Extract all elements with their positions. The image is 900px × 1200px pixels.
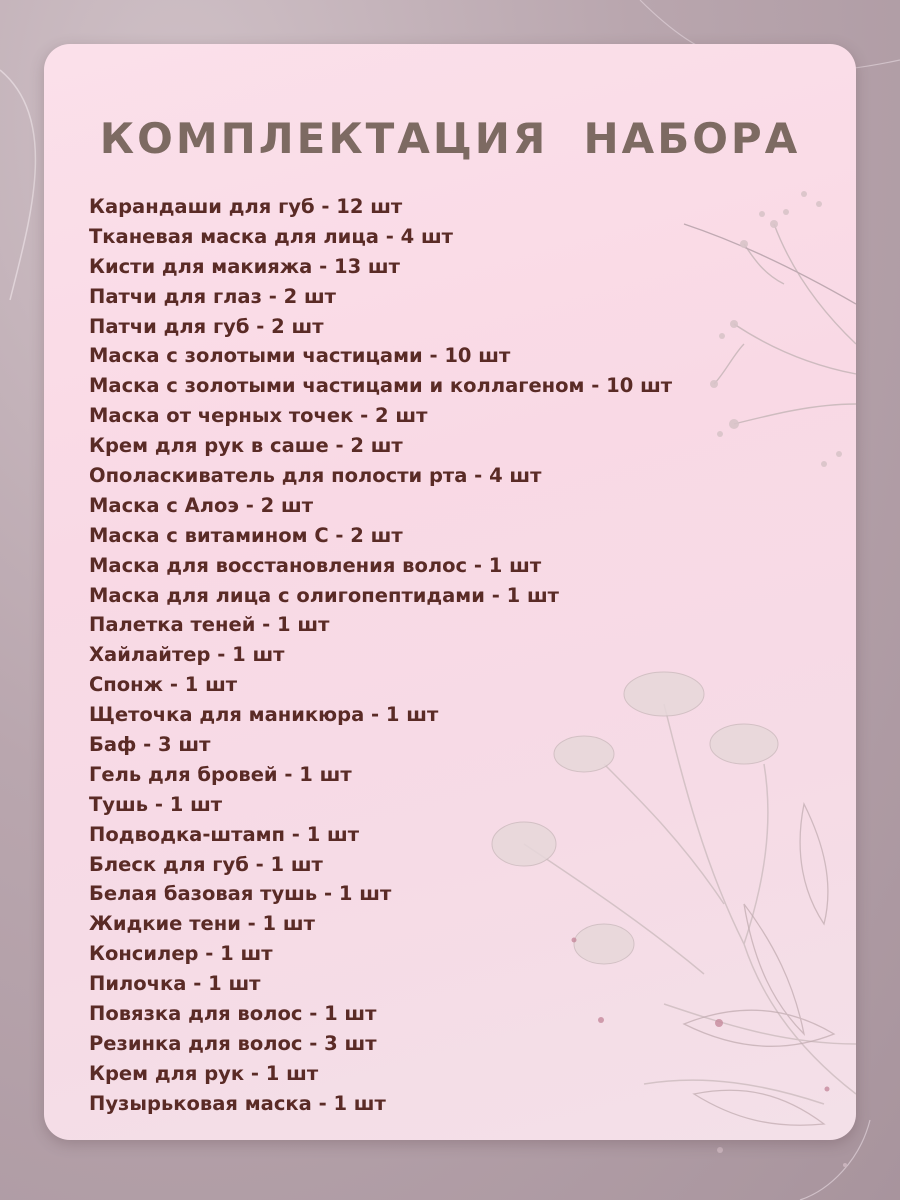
- list-item: Гель для бровей - 1 шт: [89, 762, 352, 786]
- list-item: Маска с золотыми частицами - 10 шт: [89, 344, 511, 368]
- list-item: Тканевая маска для лица - 4 шт: [89, 224, 453, 248]
- list-item: Палетка теней - 1 шт: [89, 613, 330, 637]
- list-item: Блеск для губ - 1 шт: [89, 852, 323, 876]
- list-item: Патчи для губ - 2 шт: [89, 314, 324, 338]
- list-item: Маска с Алоэ - 2 шт: [89, 493, 314, 517]
- list-item: Спонж - 1 шт: [89, 673, 238, 697]
- list-item: Кисти для макияжа - 13 шт: [89, 254, 400, 278]
- list-item: Хайлайтер - 1 шт: [89, 643, 285, 667]
- list-item: Белая базовая тушь - 1 шт: [89, 882, 392, 906]
- page-title: КОМПЛЕКТАЦИЯ НАБОРА: [99, 114, 801, 163]
- content-card: [44, 44, 856, 1140]
- list-item: Резинка для волос - 3 шт: [89, 1031, 377, 1055]
- list-item: Карандаши для губ - 12 шт: [89, 195, 403, 218]
- kit-contents-list: [89, 192, 672, 1119]
- list-item: Щеточка для маникюра - 1 шт: [89, 703, 439, 727]
- list-item: Маска для восстановления волос - 1 шт: [89, 553, 542, 577]
- list-item: Патчи для глаз - 2 шт: [89, 284, 336, 308]
- list-item: Крем для рук в саше - 2 шт: [89, 434, 403, 458]
- list-item: Маска от черных точек - 2 шт: [89, 404, 428, 428]
- list-item: Баф - 3 шт: [89, 733, 211, 757]
- list-item: Тушь - 1 шт: [89, 792, 223, 816]
- list-item: Пузырьковая маска - 1 шт: [89, 1091, 386, 1115]
- list-item: Подводка-штамп - 1 шт: [89, 822, 360, 846]
- list-item: Маска для лица с олигопептидами - 1 шт: [89, 583, 559, 607]
- list-item: Ополаскиватель для полости рта - 4 шт: [89, 464, 542, 488]
- list-item: Консилер - 1 шт: [89, 942, 273, 966]
- list-item: Маска с витамином С - 2 шт: [89, 523, 403, 547]
- list-item: Пилочка - 1 шт: [89, 972, 261, 996]
- list-item: Крем для рук - 1 шт: [89, 1061, 319, 1085]
- list-item: Маска с золотыми частицами и коллагеном - 10 шт: [89, 374, 673, 398]
- list-item: Повязка для волос - 1 шт: [89, 1002, 377, 1026]
- list-item: Жидкие тени - 1 шт: [89, 912, 315, 936]
